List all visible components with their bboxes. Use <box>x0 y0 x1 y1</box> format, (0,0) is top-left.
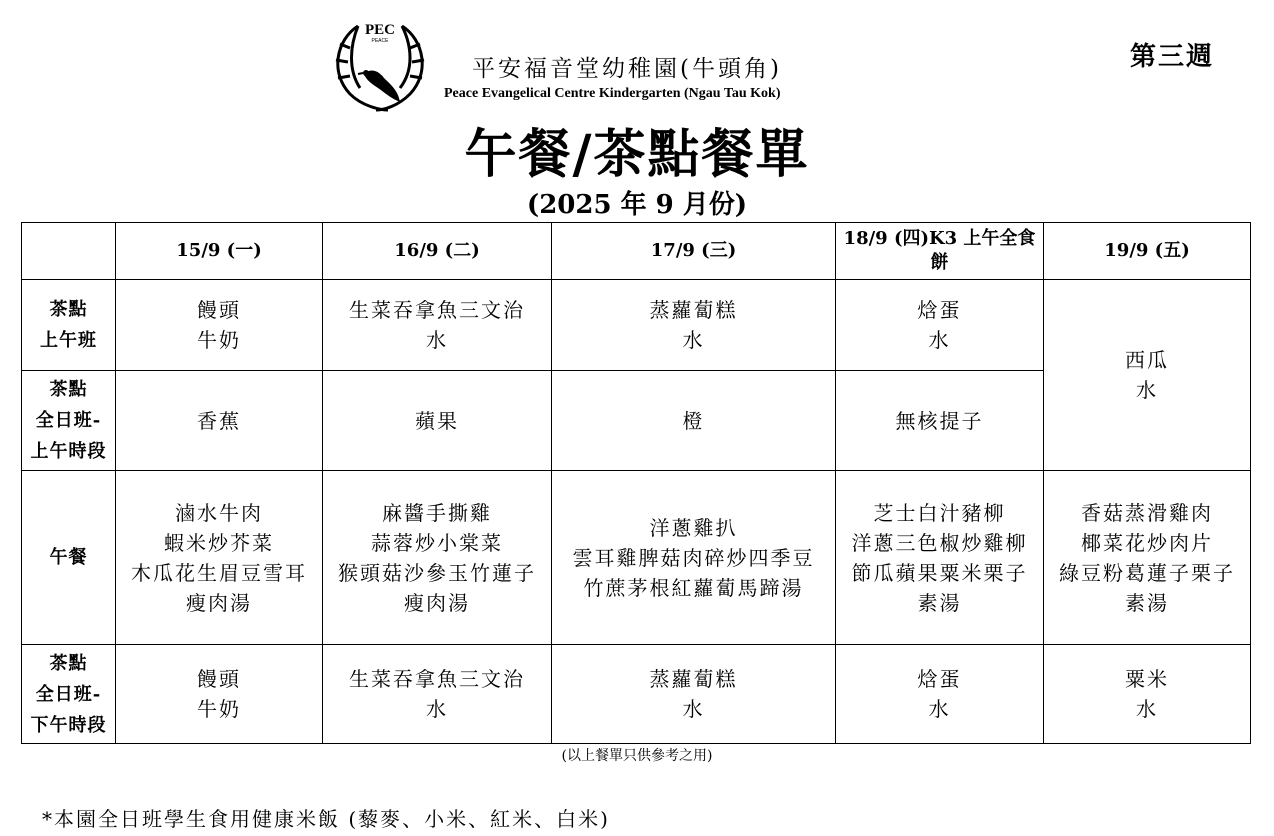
row-label: 茶點 上午班 <box>22 280 116 371</box>
table-row <box>22 471 1251 645</box>
rice-footnote: *本園全日班學生食用健康米飯 (藜麥、小米、紅米、白米) <box>42 807 610 831</box>
svg-text:PEC: PEC <box>365 22 395 38</box>
svg-text:PEACE: PEACE <box>371 38 389 44</box>
menu-cell: 生菜吞拿魚三文治 水 <box>323 645 552 744</box>
school-name-chinese: 平安福音堂幼稚園(牛頭角) <box>472 56 782 82</box>
menu-cell: 香蕉 <box>116 371 323 471</box>
school-name-english: Peace Evangelical Centre Kindergarten (Ngau Tau Kok) <box>444 86 781 101</box>
row-label: 午餐 <box>22 471 116 645</box>
table-row <box>22 645 1251 744</box>
row-label: 茶點 全日班- 上午時段 <box>22 371 116 471</box>
menu-cell-merged: 西瓜 水 <box>1044 280 1251 471</box>
menu-cell: 無核提子 <box>836 371 1044 471</box>
menu-cell: 麻醬手撕雞 蒜蓉炒小棠菜 猴頭菇沙參玉竹蓮子 瘦肉湯 <box>323 471 552 645</box>
menu-cell: 蒸蘿蔔糕 水 <box>552 280 836 371</box>
menu-cell: 蘋果 <box>323 371 552 471</box>
day-header: 17/9 (三) <box>552 223 836 280</box>
dove-emblem-icon <box>328 18 432 118</box>
day-header: 15/9 (一) <box>116 223 323 280</box>
menu-cell: 橙 <box>552 371 836 471</box>
menu-table <box>21 222 1251 744</box>
day-header: 18/9 (四)K3 上午全食餅 <box>836 223 1044 280</box>
menu-cell: 滷水牛肉 蝦米炒芥菜 木瓜花生眉豆雪耳 瘦肉湯 <box>116 471 323 645</box>
header-corner-cell <box>22 223 116 280</box>
page-subtitle: (2025 年 9 月份) <box>526 190 748 220</box>
week-label: 第三週 <box>1130 42 1215 72</box>
reference-note: (以上餐單只供參考之用) <box>561 748 713 764</box>
menu-cell: 饅頭 牛奶 <box>116 645 323 744</box>
menu-cell: 芝士白汁豬柳 洋蔥三色椒炒雞柳 節瓜蘋果粟米栗子 素湯 <box>836 471 1044 645</box>
menu-cell: 粟米 水 <box>1044 645 1251 744</box>
menu-cell: 饅頭 牛奶 <box>116 280 323 371</box>
page-title: 午餐/茶點餐單 <box>464 124 810 185</box>
menu-cell: 生菜吞拿魚三文治 水 <box>323 280 552 371</box>
menu-cell: 焓蛋 水 <box>836 645 1044 744</box>
menu-cell: 蒸蘿蔔糕 水 <box>552 645 836 744</box>
table-row <box>22 280 1251 371</box>
menu-cell: 洋蔥雞扒 雲耳雞脾菇肉碎炒四季豆 竹蔗茅根紅蘿蔔馬蹄湯 <box>552 471 836 645</box>
day-header: 16/9 (二) <box>323 223 552 280</box>
row-label: 茶點 全日班- 下午時段 <box>22 645 116 744</box>
menu-cell: 香菇蒸滑雞肉 椰菜花炒肉片 綠豆粉葛蓮子栗子 素湯 <box>1044 471 1251 645</box>
menu-cell: 焓蛋 水 <box>836 280 1044 371</box>
school-logo <box>328 18 432 118</box>
table-header-row <box>22 223 1251 280</box>
day-header: 19/9 (五) <box>1044 223 1251 280</box>
